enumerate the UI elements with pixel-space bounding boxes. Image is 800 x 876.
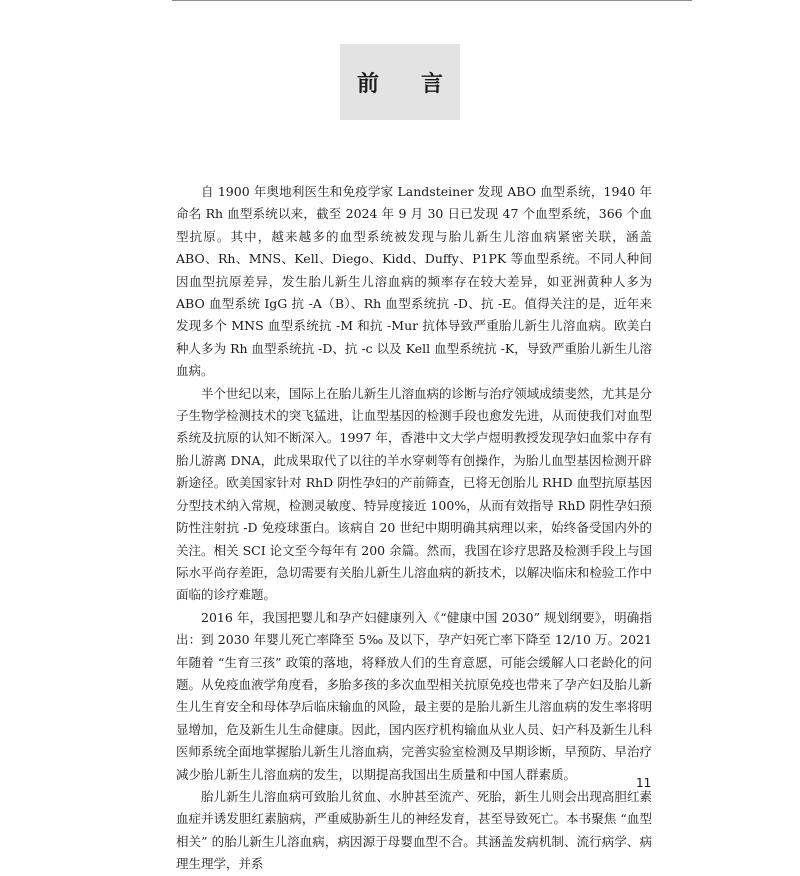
top-rule bbox=[172, 0, 692, 1]
page-title: 前 言 bbox=[356, 71, 453, 97]
paragraph: 半个世纪以来，国际上在胎儿新生儿溶血病的诊断与治疗领域成绩斐然，尤其是分子生物学检测技术的突飞猛进，让血型基因的检测手段也愈发先进，从而使我们对血型系统及抗原的认知不断深入。1997 年，香港中文大学卢煜明教授发现孕妇血浆中存有胎儿游离 DNA，此成果取代了以往的羊水穿刺等有创操作，为胎儿血型基因检测开辟新途径。欧美国家针对 RhD 阴性孕妇的产前筛查，已将无创胎儿 RHD 血型抗原基因分型技术纳入常规，检测灵敏度、特异度接近 100%，从而有效指导 RhD 阴性孕妇预防性注射抗 -D 免疫球蛋白。该病自 20 世纪中期明确其病理以来，始终备受国内外的关注。相关 SCI 论文至今每年有 200 余篇。然而，我国在诊疗思路及检测手段上与国际水平尚存差距，急切需要有关胎儿新生儿溶血病的新技术，以解决临床和检验工作中面临的诊疗难题。 bbox=[176, 385, 652, 603]
page-number: 11 bbox=[636, 776, 652, 790]
paragraph: 自 1900 年奥地利医生和免疫学家 Landsteiner 发现 ABO 血型系统，1940 年命名 Rh 血型系统以来，截至 2024 年 9 月 30 日已发现 47 个血型系统，366 个血型抗原。其中，越来越多的血型系统被发现与胎儿新生儿溶血病紧密关联，涵盖 ABO、Rh、MNS、Kell、Diego、Kidd、Duffy、P1PK 等血型系统。不同人种间因血型抗原差异，发生胎儿新生儿溶血病的频率存在较大差异，如亚洲黄种人多为 ABO 血型系统 IgG 抗 -A（B）、Rh 血型系统抗 -D、抗 -E。值得关注的是，近年来发现多个 MNS 血型系统抗 -M 和抗 -Mur 抗体导致严重胎儿新生儿溶血病。欧美白种人多为 Rh 血型系统抗 -D、抗 -c 以及 Kell 血型系统抗 -K，导致严重胎儿新生儿溶血病。 bbox=[176, 184, 652, 379]
paragraph: 2016 年，我国把婴儿和孕产妇健康列入《“健康中国 2030” 规划纲要》，明确指出：到 2030 年婴儿死亡率降至 5‰ 及以下，孕产妇死亡率下降至 12/10 万。2021 年随着 “生育三孩” 政策的落地，将释放人们的生育意愿，可能会缓解人口老龄化的问题。从免疫血液学角度看，多胎多孩的多次血型相关抗原免疫也带来了孕产妇及胎儿新生儿生育安全和母体孕后临床输血的风险，最主要的是胎儿新生儿溶血病的发生率将明显增加，危及新生儿生命健康。因此，国内医疗机构输血从业人员、妇产科及新生儿科医师系统全面地掌握胎儿新生儿溶血病，完善实验室检测及早期诊断，早预防、早治疗减少胎儿新生儿溶血病的发生，以期提高我国出生质量和中国人群素质。 bbox=[176, 609, 652, 782]
body-text bbox=[176, 181, 652, 876]
title-block bbox=[340, 44, 460, 120]
paragraph: 胎儿新生儿溶血病可致胎儿贫血、水肿甚至流产、死胎，新生儿则会出现高胆红素血症并诱发胆红素脑病，严重威胁新生儿的神经发育，甚至导致死亡。本书聚焦 “血型相关” 的胎儿新生儿溶血病，病因源于母婴血型不合。其涵盖发病机制、流行病学、病理生理学，并系 bbox=[176, 788, 652, 872]
